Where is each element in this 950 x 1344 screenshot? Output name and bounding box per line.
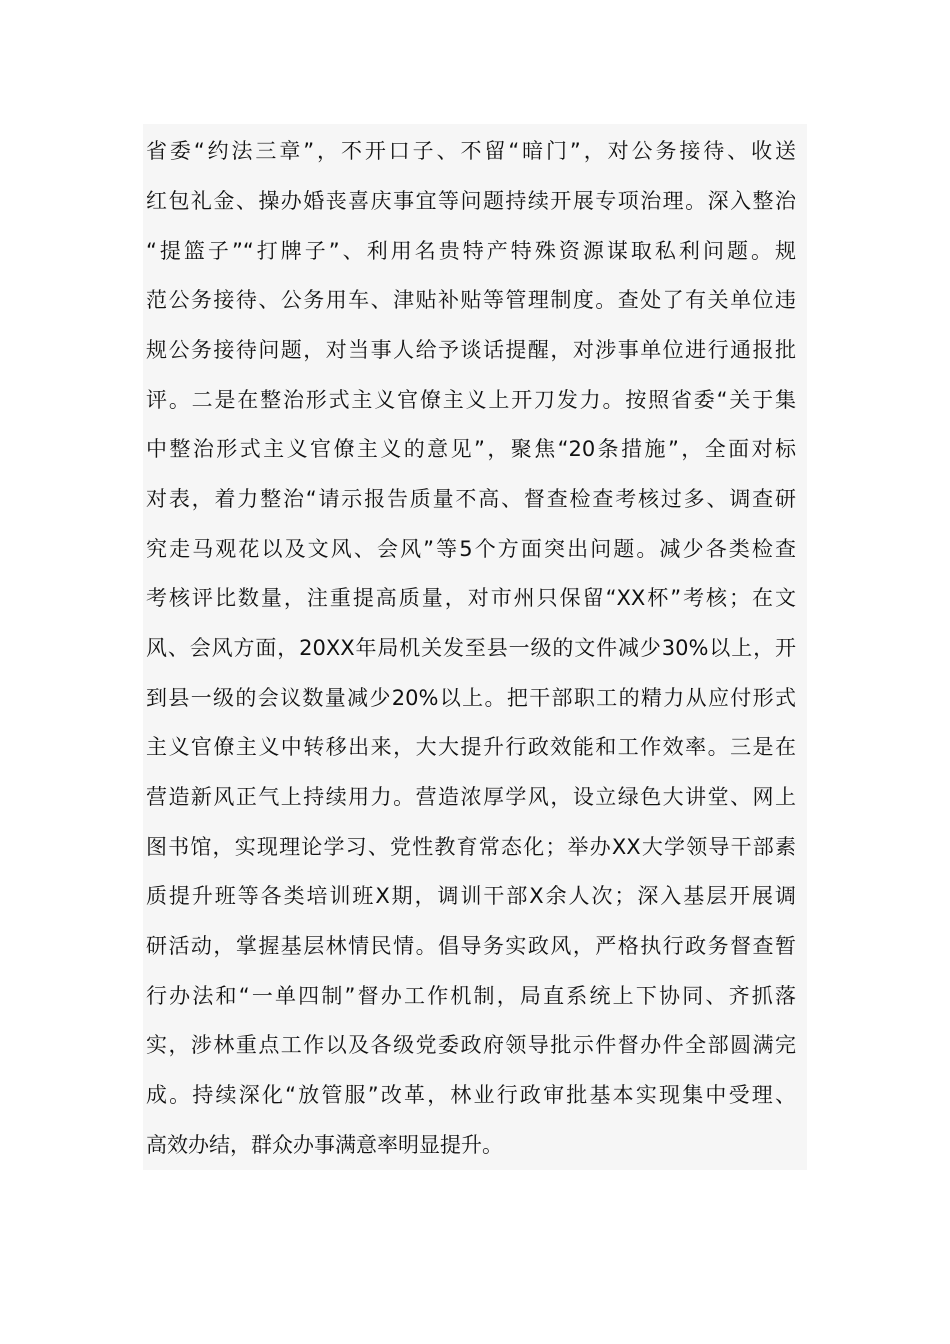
text-line-10: 考核评比数量，注重提高质量，对市州只保留“XX杯”考核；在文 [146, 586, 796, 610]
text-line-14: 营造新风正气上持续用力。营造浓厚学风，设立绿色大讲堂、网上 [146, 785, 796, 809]
text-line-20: 成。持续深化“放管服”改革，林业行政审批基本实现集中受理、 [146, 1083, 796, 1107]
text-line-16: 质提升班等各类培训班X期，调训干部X余人次；深入基层开展调 [146, 884, 796, 908]
body-text-block [143, 124, 807, 1170]
text-line-19: 实，涉林重点工作以及各级党委政府领导批示件督办件全部圆满完 [146, 1033, 796, 1057]
text-line-1: 省委“约法三章”，不开口子、不留“暗门”，对公务接待、收送 [146, 139, 796, 163]
text-line-3: “提篮子”“打牌子”、利用名贵特产特殊资源谋取私利问题。规 [146, 239, 796, 263]
text-line-13: 主义官僚主义中转移出来，大大提升行政效能和工作效率。三是在 [146, 735, 796, 759]
text-line-8: 对表，着力整治“请示报告质量不高、督查检查考核过多、调查研 [146, 487, 796, 511]
text-line-6: 评。二是在整治形式主义官僚主义上开刀发力。按照省委“关于集 [146, 388, 796, 412]
text-line-11: 风、会风方面，20XX年局机关发至县一级的文件减少30%以上，开 [146, 636, 796, 660]
text-line-21: 高效办结，群众办事满意率明显提升。 [146, 1133, 503, 1157]
text-line-7: 中整治形式主义官僚主义的意见”，聚焦“20条措施”，全面对标 [146, 437, 796, 461]
text-line-5: 规公务接待问题，对当事人给予谈话提醒，对涉事单位进行通报批 [146, 338, 796, 362]
text-line-12: 到县一级的会议数量减少20%以上。把干部职工的精力从应付形式 [146, 686, 796, 710]
text-line-9: 究走马观花以及文风、会风”等5个方面突出问题。减少各类检查 [146, 537, 796, 561]
text-line-2: 红包礼金、操办婚丧喜庆事宜等问题持续开展专项治理。深入整治 [146, 189, 796, 213]
text-line-18: 行办法和“一单四制”督办工作机制，局直系统上下协同、齐抓落 [146, 984, 796, 1008]
text-line-17: 研活动，掌握基层林情民情。倡导务实政风，严格执行政务督查暂 [146, 934, 796, 958]
text-line-15: 图书馆，实现理论学习、党性教育常态化；举办XX大学领导干部素 [146, 835, 796, 859]
text-line-4: 范公务接待、公务用车、津贴补贴等管理制度。查处了有关单位违 [146, 288, 796, 312]
